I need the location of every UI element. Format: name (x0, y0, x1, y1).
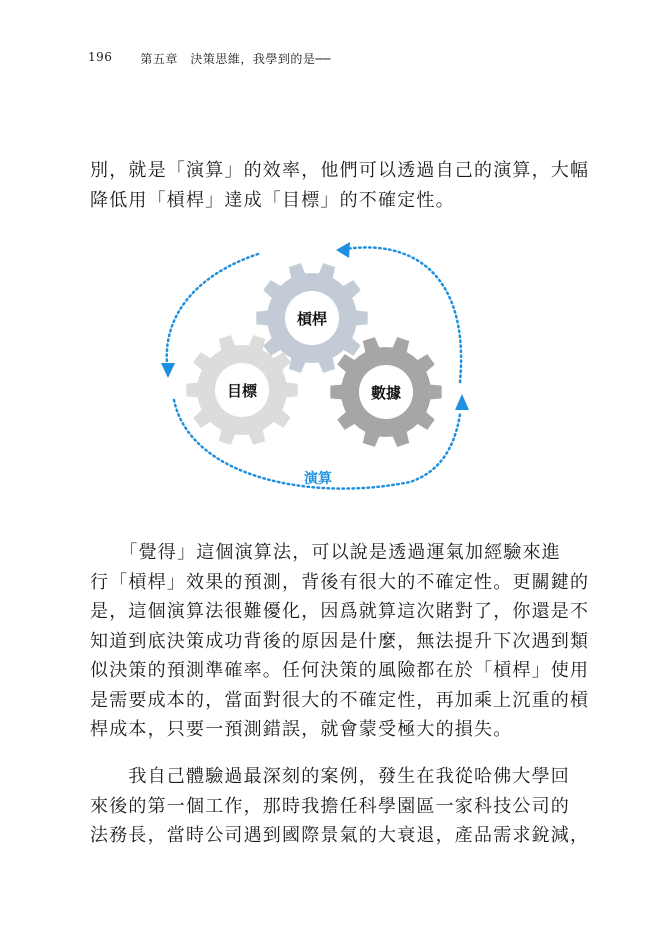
text-line: 是需要成本的，當面對很大的不確定性，再加乘上沉重的槓 (90, 689, 590, 711)
text-line: 來後的第一個工作，那時我擔任科學園區一家科技公司的 (90, 795, 570, 817)
text-line: 是，這個演算法很難優化，因爲就算這次賭對了，你還是不 (90, 601, 590, 622)
arrow-head-top-icon (336, 242, 350, 258)
gear-label-right: 數據 (370, 384, 402, 402)
running-header (88, 50, 331, 67)
paragraph-2 (90, 538, 590, 745)
text-line: 法務長，當時公司遇到國際景氣的大衰退，產品需求銳減， (90, 825, 590, 846)
cycle-label: 演算 (304, 471, 332, 487)
gear-label-top: 槓桿 (296, 310, 328, 328)
text-line: 似決策的預測準確率。任何決策的風險都在於「槓桿」使用 (90, 660, 590, 681)
gear-label-left: 目標 (226, 382, 258, 400)
text-line: 我自己體驗過最深刻的案例，發生在我從哈佛大學回 (90, 766, 570, 787)
paragraph-3 (90, 762, 590, 851)
text-line: 降低用「槓桿」達成「目標」的不確定性。 (90, 189, 455, 211)
chapter-title: 第五章 決策思維，我學到的是── (140, 52, 331, 66)
text-line: 行「槓桿」效果的預測，背後有很大的不確定性。更關鍵的 (90, 571, 590, 593)
text-line: 「覺得」這個演算法，可以說是透過運氣加經驗來進 (90, 542, 561, 563)
paragraph-1 (90, 156, 590, 215)
gear-cycle-diagram (150, 232, 490, 502)
text-line: 知道到底決策成功背後的原因是什麼，無法提升下次遇到類 (90, 630, 590, 652)
arrow-head-left-icon (161, 363, 175, 378)
text-line: 桿成本，只要一預測錯誤，就會蒙受極大的損失。 (90, 719, 513, 740)
text-line: 別，就是「演算」的效率，他們可以透過自己的演算，大幅 (90, 160, 590, 181)
arrow-head-right-icon (455, 394, 469, 410)
page-number: 196 (88, 50, 113, 64)
